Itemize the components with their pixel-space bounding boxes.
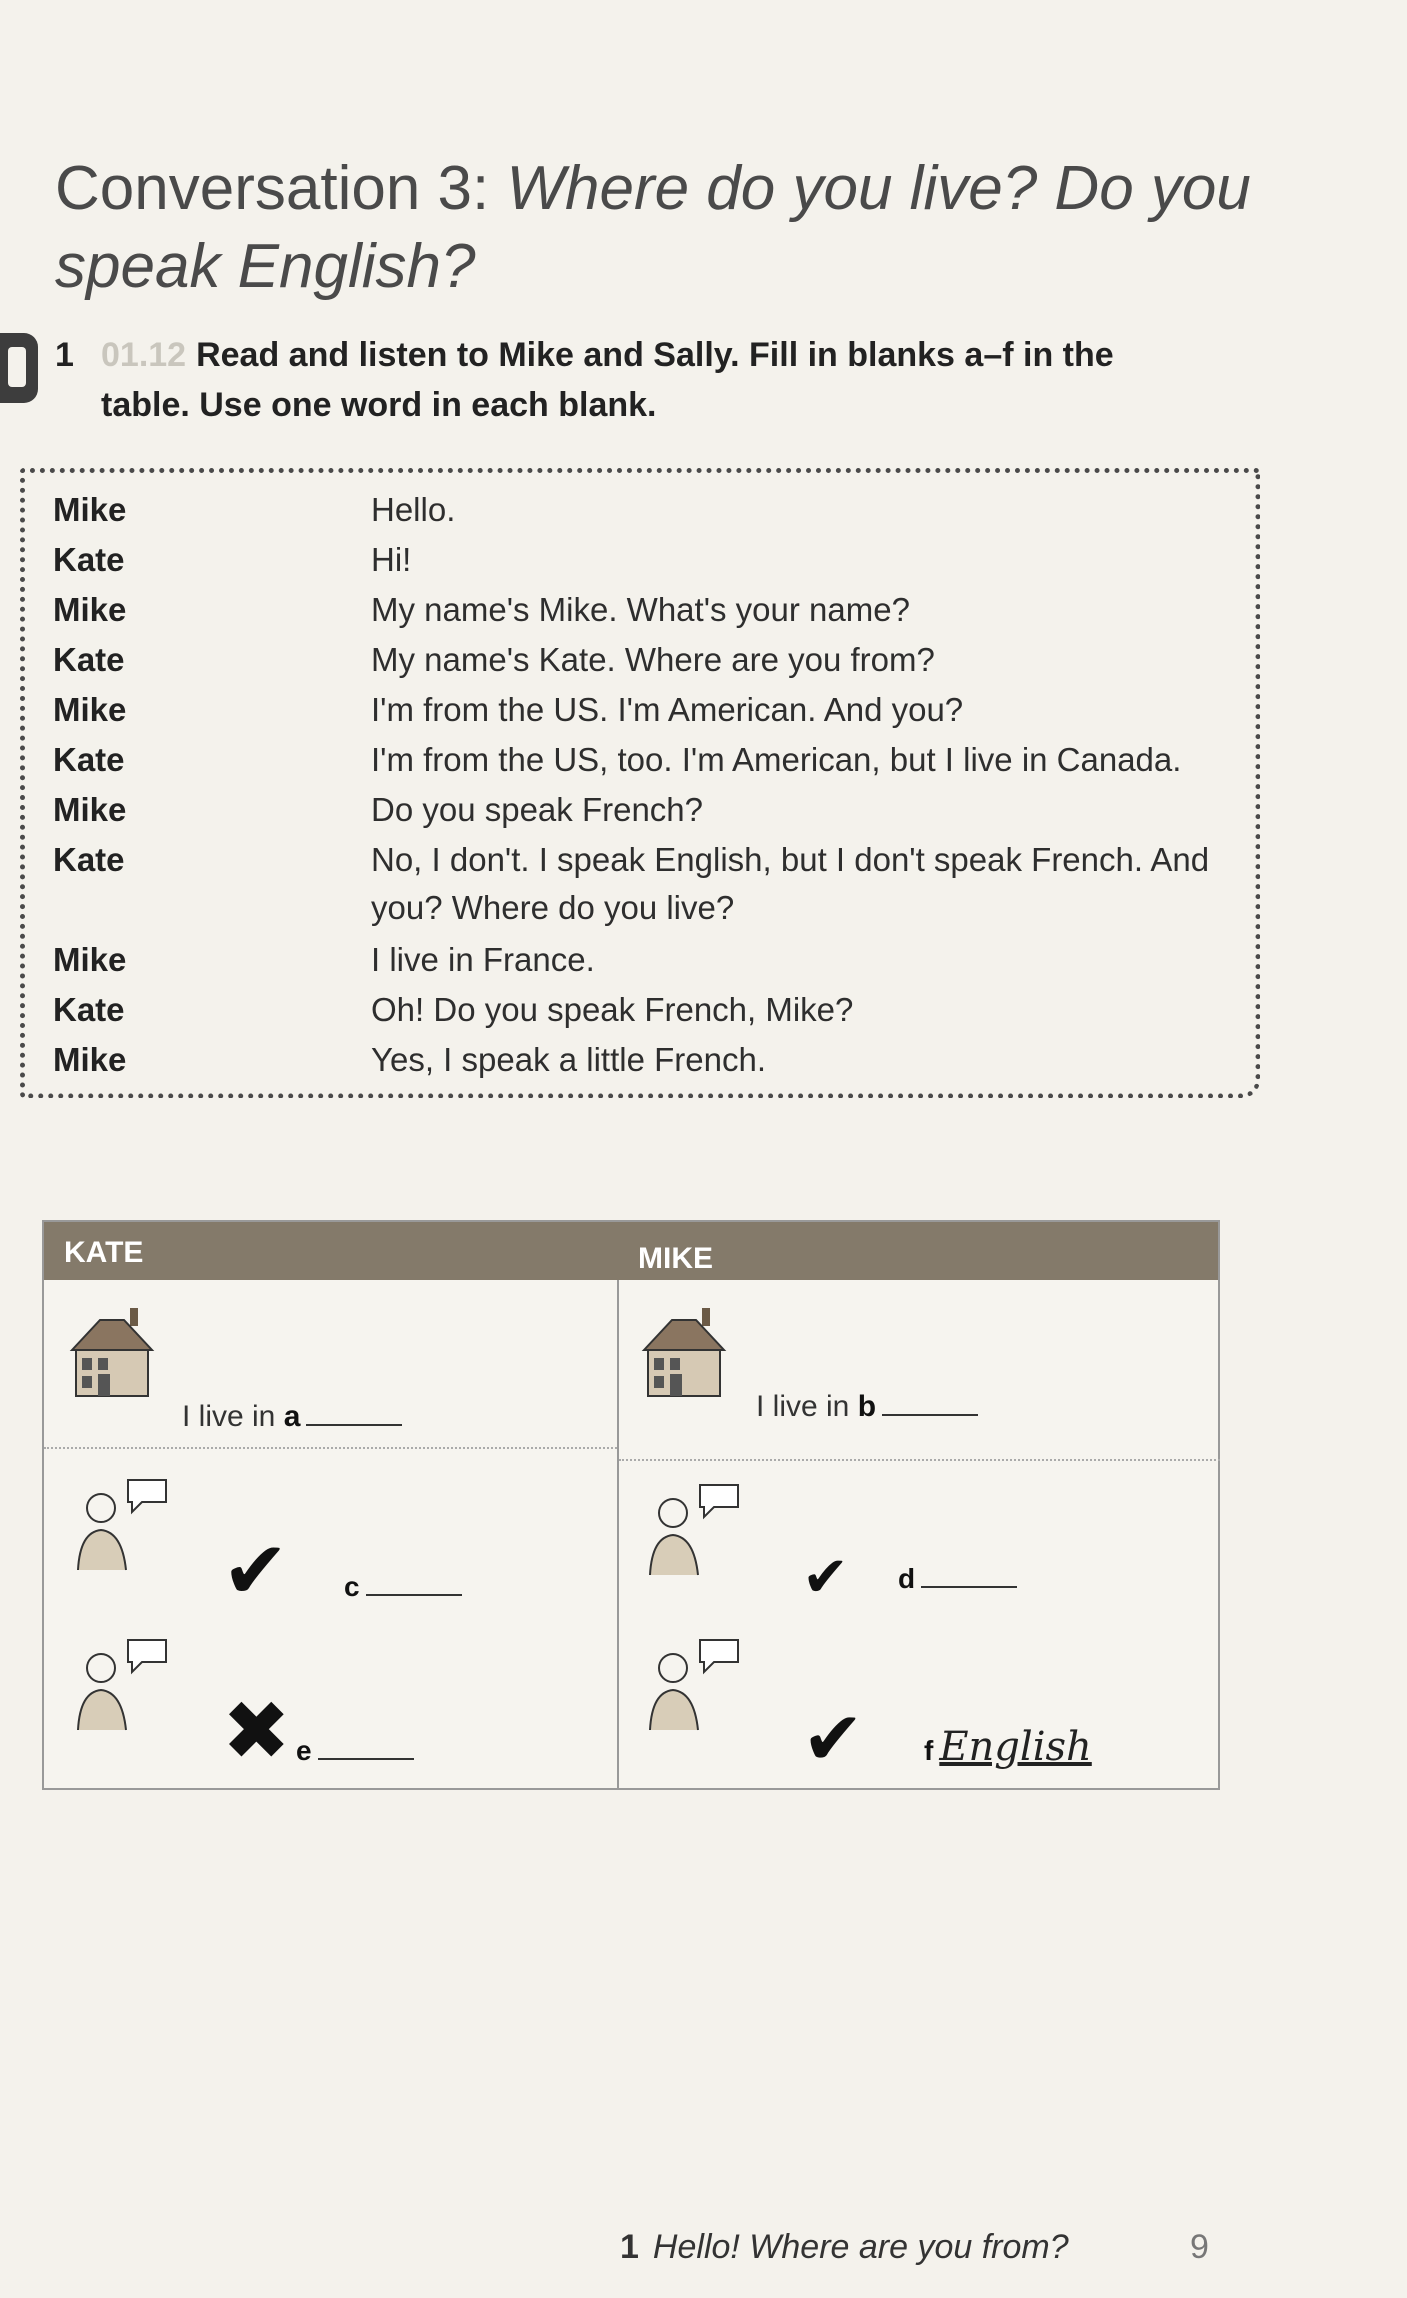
speaking-person-icon (66, 1632, 176, 1742)
speaking-person-icon (638, 1477, 748, 1587)
dialogue-line: Hi! (371, 541, 412, 578)
dialogue-line: you? Where do you live? (371, 889, 735, 926)
dialogue-line: Do you speak French? (371, 791, 704, 828)
blank-a[interactable] (306, 1400, 402, 1426)
blank-e[interactable] (318, 1734, 414, 1760)
table-header (44, 1222, 1218, 1280)
page-number: 9 (1190, 2228, 1209, 2266)
exercise-instruction (55, 330, 1235, 430)
speaking-person-icon (638, 1632, 748, 1742)
page-footer (620, 2228, 1069, 2267)
kate-column-header: KATE (64, 1236, 144, 1269)
speaker: Mike (53, 1041, 127, 1078)
speaker: Mike (53, 491, 127, 528)
speaking-person-icon (66, 1472, 176, 1582)
blank-c[interactable] (366, 1570, 462, 1596)
dialogue-line: I'm from the US, too. I'm American, but I live in Canada. (371, 741, 1182, 778)
fill-in-table (42, 1220, 1220, 1790)
blank-d[interactable] (921, 1562, 1017, 1588)
dialogue-line: I live in France. (371, 941, 595, 978)
blank-c-letter: c (344, 1571, 360, 1602)
dialogue-line: I'm from the US. I'm American. And you? (371, 691, 964, 728)
title-question: Where do you live? Do you speak English? (55, 154, 1251, 301)
mike-column-header: MIKE (638, 1242, 713, 1275)
row-divider (44, 1447, 617, 1449)
dialogue-line: Hello. (371, 491, 456, 528)
speaker: Mike (53, 591, 127, 628)
blank-c-container (344, 1570, 462, 1604)
speaker: Kate (53, 641, 125, 678)
speaker: Mike (53, 691, 127, 728)
dialogue-line: My name's Kate. Where are you from? (371, 641, 935, 678)
live-in-label: I live in (756, 1390, 850, 1423)
check-icon: ✔ (802, 1545, 849, 1608)
speaker: Kate (53, 841, 125, 878)
audio-tab-icon (0, 333, 38, 403)
blank-d-container (898, 1562, 1017, 1596)
blank-f-letter: f (924, 1735, 934, 1766)
blank-e-letter: e (296, 1735, 312, 1766)
dialogue-line: Yes, I speak a little French. (371, 1041, 766, 1078)
chapter-number: 1 (620, 2228, 639, 2266)
house-icon (62, 1302, 162, 1402)
track-number: 01.12 (101, 336, 187, 374)
exercise-number: 1 (55, 336, 74, 374)
blank-f-container (924, 1724, 1092, 1770)
instruction-line-2: table. Use one word in each blank. (101, 386, 657, 424)
speaker: Mike (53, 941, 127, 978)
speaker: Kate (53, 741, 125, 778)
instruction-line-1: Read and listen to Mike and Sally. Fill in blanks a–f in the (196, 336, 1114, 374)
blank-b-letter: b (857, 1390, 877, 1423)
dialogue-line: Oh! Do you speak French, Mike? (371, 991, 854, 1028)
check-icon: ✔ (222, 1526, 290, 1615)
chapter-title: Hello! Where are you from? (652, 2228, 1069, 2266)
check-icon: ✔ (802, 1697, 865, 1780)
dialogue-line: My name's Mike. What's your name? (371, 591, 910, 628)
blank-a-letter: a (283, 1400, 301, 1433)
house-icon (634, 1302, 734, 1402)
blank-f-answer[interactable]: English (939, 1724, 1092, 1770)
speaker: Kate (53, 541, 125, 578)
title-prefix: Conversation 3: (55, 154, 507, 223)
cross-icon: ✖ (222, 1686, 291, 1777)
blank-d-letter: d (898, 1563, 916, 1594)
column-divider (617, 1280, 619, 1790)
dialogue-box (20, 468, 1260, 1098)
kate-live-in-text (182, 1400, 402, 1434)
speaker: Mike (53, 791, 127, 828)
live-in-label: I live in (182, 1400, 276, 1433)
dialogue-line: No, I don't. I speak English, but I don't speak French. And (371, 841, 1210, 878)
blank-b[interactable] (882, 1390, 978, 1416)
blank-e-container (296, 1734, 414, 1768)
mike-live-in-text (756, 1390, 978, 1424)
speaker: Kate (53, 991, 125, 1028)
row-divider (619, 1459, 1220, 1461)
page-title (55, 150, 1255, 306)
